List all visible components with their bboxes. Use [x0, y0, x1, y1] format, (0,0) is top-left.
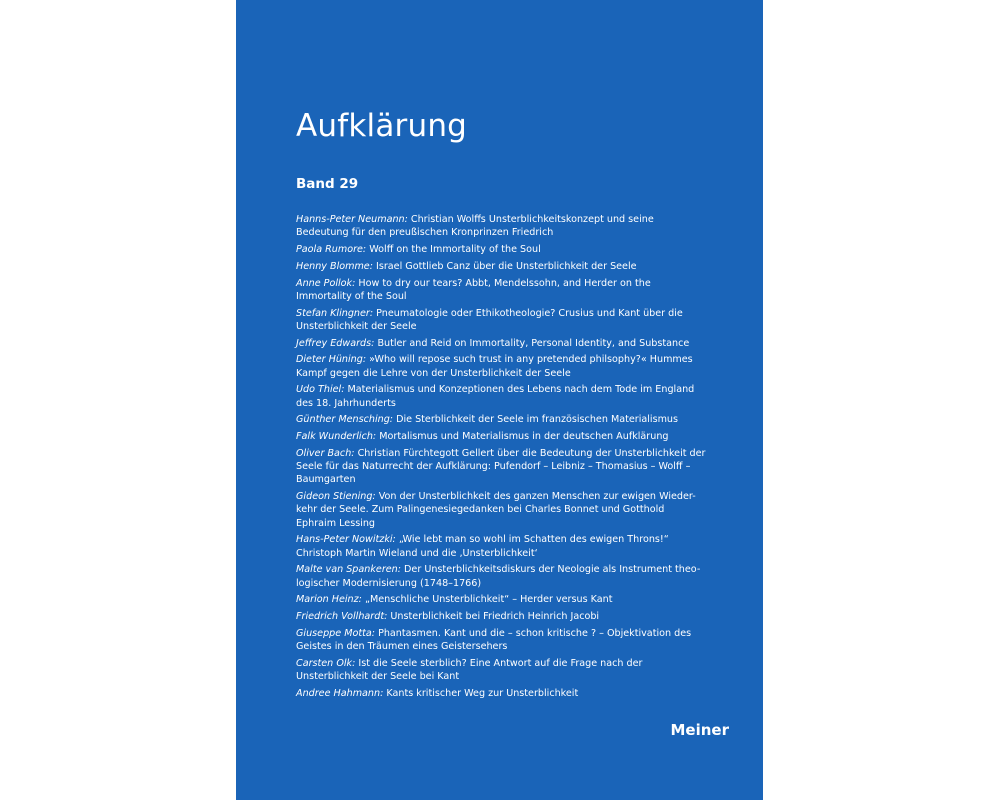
entry-author: Giuseppe Motta: [296, 627, 375, 639]
entry-title: Pneumatologie oder Ethikotheologie? Crusius und Kant über die Unsterblichkeit der Seele [296, 307, 683, 332]
contents-entry [296, 610, 706, 623]
contents-entry [296, 307, 706, 333]
entry-author: Hanns-Peter Neumann: [296, 214, 408, 225]
entry-title: „Menschliche Unsterblichkeit“ – Herder versus Kant [364, 594, 613, 606]
entry-author: Hans-Peter Nowitzki: [296, 534, 396, 546]
volume-label: Band 29 [296, 176, 359, 192]
entry-author: Marion Heinz: [296, 594, 362, 606]
contents-entry [296, 337, 706, 350]
entry-title: How to dry our tears? Abbt, Mendelssohn, and Herder on the Immortality of the Soul [296, 277, 651, 302]
entry-author: Oliver Bach: [296, 447, 355, 459]
entry-title: Materialismus und Konzeptionen des Lebens nach dem Tode im England des 18. Jahrhunderts [296, 384, 695, 409]
entry-author: Gideon Stiening: [296, 491, 376, 503]
contents-entry [296, 687, 706, 700]
entry-title: Kants kritischer Weg zur Unsterblichkeit [386, 687, 579, 699]
entry-author: Paola Rumore: [296, 244, 367, 255]
entry-author: Stefan Klingner: [296, 307, 374, 319]
entry-title: „Wie lebt man so wohl im Schatten des ewigen Throns!“ Christoph Martin Wieland und die ‚Unsterblichkeit‘ [296, 534, 669, 559]
book-title: Aufklärung [296, 108, 468, 144]
entry-title: Christian Wolffs Unsterblichkeitskonzept und seine Bedeutung für den preußischen Kronprinzen Friedrich [296, 214, 654, 239]
contents-entry [296, 277, 706, 303]
contents-entry [296, 383, 706, 409]
entry-author: Udo Thiel: [296, 384, 345, 396]
entry-author: Anne Pollok: [296, 277, 356, 289]
entry-title: Butler and Reid on Immortality, Personal Identity, and Substance [377, 337, 690, 349]
contents-entry [296, 533, 706, 559]
publisher-name: Meiner [670, 721, 729, 739]
entry-author: Andree Hahmann: [296, 687, 384, 699]
entry-title: Von der Unsterblichkeit des ganzen Menschen zur ewigen Wieder-kehr der Seele. Zum Palingenesiegedanken bei Charles Bonnet und Gotthold Ephraim Lessing [296, 491, 696, 529]
contents-entry [296, 657, 706, 683]
entry-title: Ist die Seele sterblich? Eine Antwort auf die Frage nach der Unsterblichkeit der Seele bei Kant [296, 657, 643, 683]
contents-entry [296, 490, 706, 530]
contents-entry [296, 213, 706, 239]
contents-entry [296, 430, 706, 443]
entry-title: Christian Fürchtegott Gellert über die Bedeutung der Unsterblichkeit der Seele für das Naturrecht der Aufklärung: Pufendorf – Leibniz – Thomasius – Wolff – Baumgarten [296, 447, 706, 486]
entry-author: Malte van Spankeren: [296, 564, 401, 576]
contents-entry [296, 353, 706, 379]
entry-title: Phantasmen. Kant und die – schon kritische ? – Objektivation des Geistes in den Träumen eines Geistersehers [296, 627, 692, 653]
contents-entry [296, 627, 706, 653]
entry-title: Die Sterblichkeit der Seele im französischen Materialismus [396, 414, 679, 426]
contents-entry [296, 243, 706, 256]
entry-title: Israel Gottlieb Canz über die Unsterblichkeit der Seele [376, 260, 637, 272]
entry-author: Henny Blomme: [296, 260, 373, 272]
contents-entry [296, 413, 706, 426]
entry-author: Dieter Hüning: [296, 354, 367, 366]
entry-author: Falk Wunderlich: [296, 431, 377, 443]
entry-author: Friedrich Vollhardt: [296, 611, 388, 623]
entry-author: Jeffrey Edwards: [296, 337, 375, 349]
entry-author: Carsten Olk: [296, 657, 356, 669]
book-cover [236, 0, 763, 800]
entry-title: Der Unsterblichkeitsdiskurs der Neologie als Instrument theo-logischer Modernisierung (1748–1766) [296, 564, 701, 589]
entry-title: Wolff on the Immortality of the Soul [369, 244, 541, 255]
contents-entry [296, 260, 706, 273]
entry-author: Günther Mensching: [296, 414, 394, 426]
contents-list [296, 213, 706, 704]
entry-title: Mortalismus und Materialismus in der deutschen Aufklärung [379, 431, 669, 443]
entry-title: »Who will repose such trust in any pretended philsophy?« Hummes Kampf gegen die Lehre von der Unsterblichkeit der Seele [296, 354, 693, 379]
contents-entry [296, 563, 706, 589]
contents-entry [296, 447, 706, 487]
entry-title: Unsterblichkeit bei Friedrich Heinrich Jacobi [390, 611, 600, 623]
contents-entry [296, 593, 706, 606]
